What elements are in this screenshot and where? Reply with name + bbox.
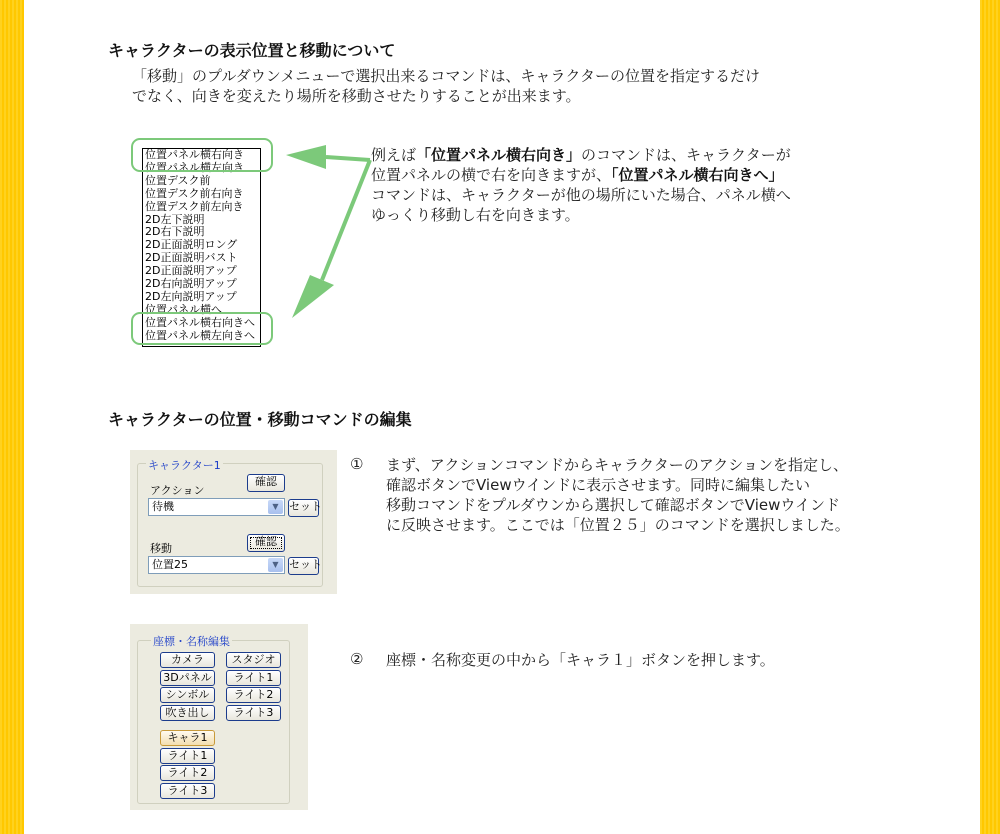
step1-paragraph (386, 455, 850, 535)
studio-button[interactable]: スタジオ (226, 652, 281, 668)
action-confirm-button[interactable]: 確認 (247, 474, 285, 492)
menu-item[interactable]: 2D左下説明 (145, 212, 205, 226)
menu-item[interactable]: 位置デスク前 (145, 173, 211, 187)
light1-lower-button[interactable]: ライト1 (160, 748, 215, 764)
light3-button[interactable]: ライト3 (226, 705, 281, 721)
section-title-edit-commands: キャラクターの位置・移動コマンドの編集 (108, 410, 412, 429)
light1-button[interactable]: ライト1 (226, 670, 281, 686)
step1-line: 確認ボタンでViewウインドに表示させます。同時に編集したい (386, 476, 810, 494)
coordinate-panel (130, 624, 308, 810)
action-select[interactable] (148, 498, 285, 516)
intro-line: 「移動」のプルダウンメニューで選択出来るコマンドは、キャラクターの位置を指定するだけ (132, 67, 761, 85)
chevron-down-icon[interactable]: ▼ (268, 558, 283, 572)
example-text: 例えば (371, 146, 417, 164)
balloon-button[interactable]: 吹き出し (160, 705, 215, 721)
menu-item[interactable]: 位置パネル横へ (145, 302, 222, 316)
example-text: 位置パネルの横で右を向きますが、 (371, 166, 612, 184)
menu-item[interactable]: 2D右下説明 (145, 225, 205, 239)
example-paragraph (371, 145, 791, 225)
menu-item[interactable]: 位置パネル横右向きへ (145, 315, 255, 329)
3d-panel-button[interactable]: 3Dパネル (160, 670, 215, 686)
step1-line: まず、アクションコマンドからキャラクターのアクションを指定し、 (386, 456, 849, 474)
highlight-oval-top (131, 138, 273, 172)
character-group-legend: キャラクター1 (148, 459, 221, 472)
action-set-button[interactable]: セット (288, 499, 319, 517)
move-confirm-button[interactable]: 確認 (247, 534, 285, 552)
command-name: 「位置パネル横右向き」 (416, 146, 582, 164)
intro-line: でなく、向きを変えたり場所を移動させたりすることが出来ます。 (132, 87, 581, 105)
action-select-value: 待機 (152, 500, 174, 513)
step-number: ② (350, 650, 364, 668)
chevron-down-icon[interactable]: ▼ (268, 500, 283, 514)
section-title-display-position: キャラクターの表示位置と移動について (108, 41, 396, 60)
menu-item[interactable]: 位置パネル横右向き (145, 148, 244, 161)
intro-paragraph (132, 66, 760, 106)
action-label: アクション (150, 484, 205, 497)
menu-item[interactable]: 位置パネル横左向きへ (145, 328, 255, 342)
move-set-button[interactable]: セット (288, 557, 319, 575)
camera-button[interactable]: カメラ (160, 652, 215, 668)
menu-item[interactable]: 位置デスク前右向き (145, 186, 244, 200)
step1-line: 移動コマンドをプルダウンから選択して確認ボタンでViewウインド (386, 496, 840, 514)
move-select[interactable] (148, 556, 285, 574)
menu-item[interactable]: 2D正面説明ロング (145, 238, 238, 252)
command-name: 「位置パネル横右向きへ」 (611, 166, 784, 184)
green-arrow-icon (274, 140, 384, 330)
chara1-button[interactable]: キャラ1 (160, 730, 215, 746)
step2-paragraph (386, 650, 775, 670)
light2-button[interactable]: ライト2 (226, 687, 281, 703)
light2-lower-button[interactable]: ライト2 (160, 765, 215, 781)
example-text: のコマンドは、キャラクターが (581, 146, 791, 164)
menu-item[interactable]: 2D右向説明アップ (145, 277, 237, 291)
move-label: 移動 (150, 542, 172, 555)
coordinate-group-legend: 座標・名称編集 (153, 635, 230, 648)
menu-item[interactable]: 位置デスク前左向き (145, 199, 244, 213)
move-select-value: 位置25 (152, 558, 188, 571)
menu-item[interactable]: 2D左向説明アップ (145, 289, 237, 303)
step2-line: 座標・名称変更の中から「キャラ１」ボタンを押します。 (386, 651, 775, 669)
highlight-oval-bottom (131, 312, 273, 345)
menu-item[interactable]: 2D正面説明バスト (145, 251, 238, 265)
character-panel (130, 450, 337, 594)
step-number: ① (350, 455, 364, 473)
symbol-button[interactable]: シンボル (160, 687, 215, 703)
menu-item[interactable]: 2D正面説明アップ (145, 264, 237, 278)
example-text: コマンドは、キャラクターが他の場所にいた場合、パネル横へ (371, 186, 791, 204)
content-page (24, 0, 980, 834)
light3-lower-button[interactable]: ライト3 (160, 783, 215, 799)
step1-line: に反映させます。ここでは「位置２５」のコマンドを選択しました。 (386, 516, 850, 534)
example-text: ゆっくり移動し右を向きます。 (371, 206, 580, 224)
menu-item[interactable]: 位置パネル横左向き (145, 160, 244, 174)
